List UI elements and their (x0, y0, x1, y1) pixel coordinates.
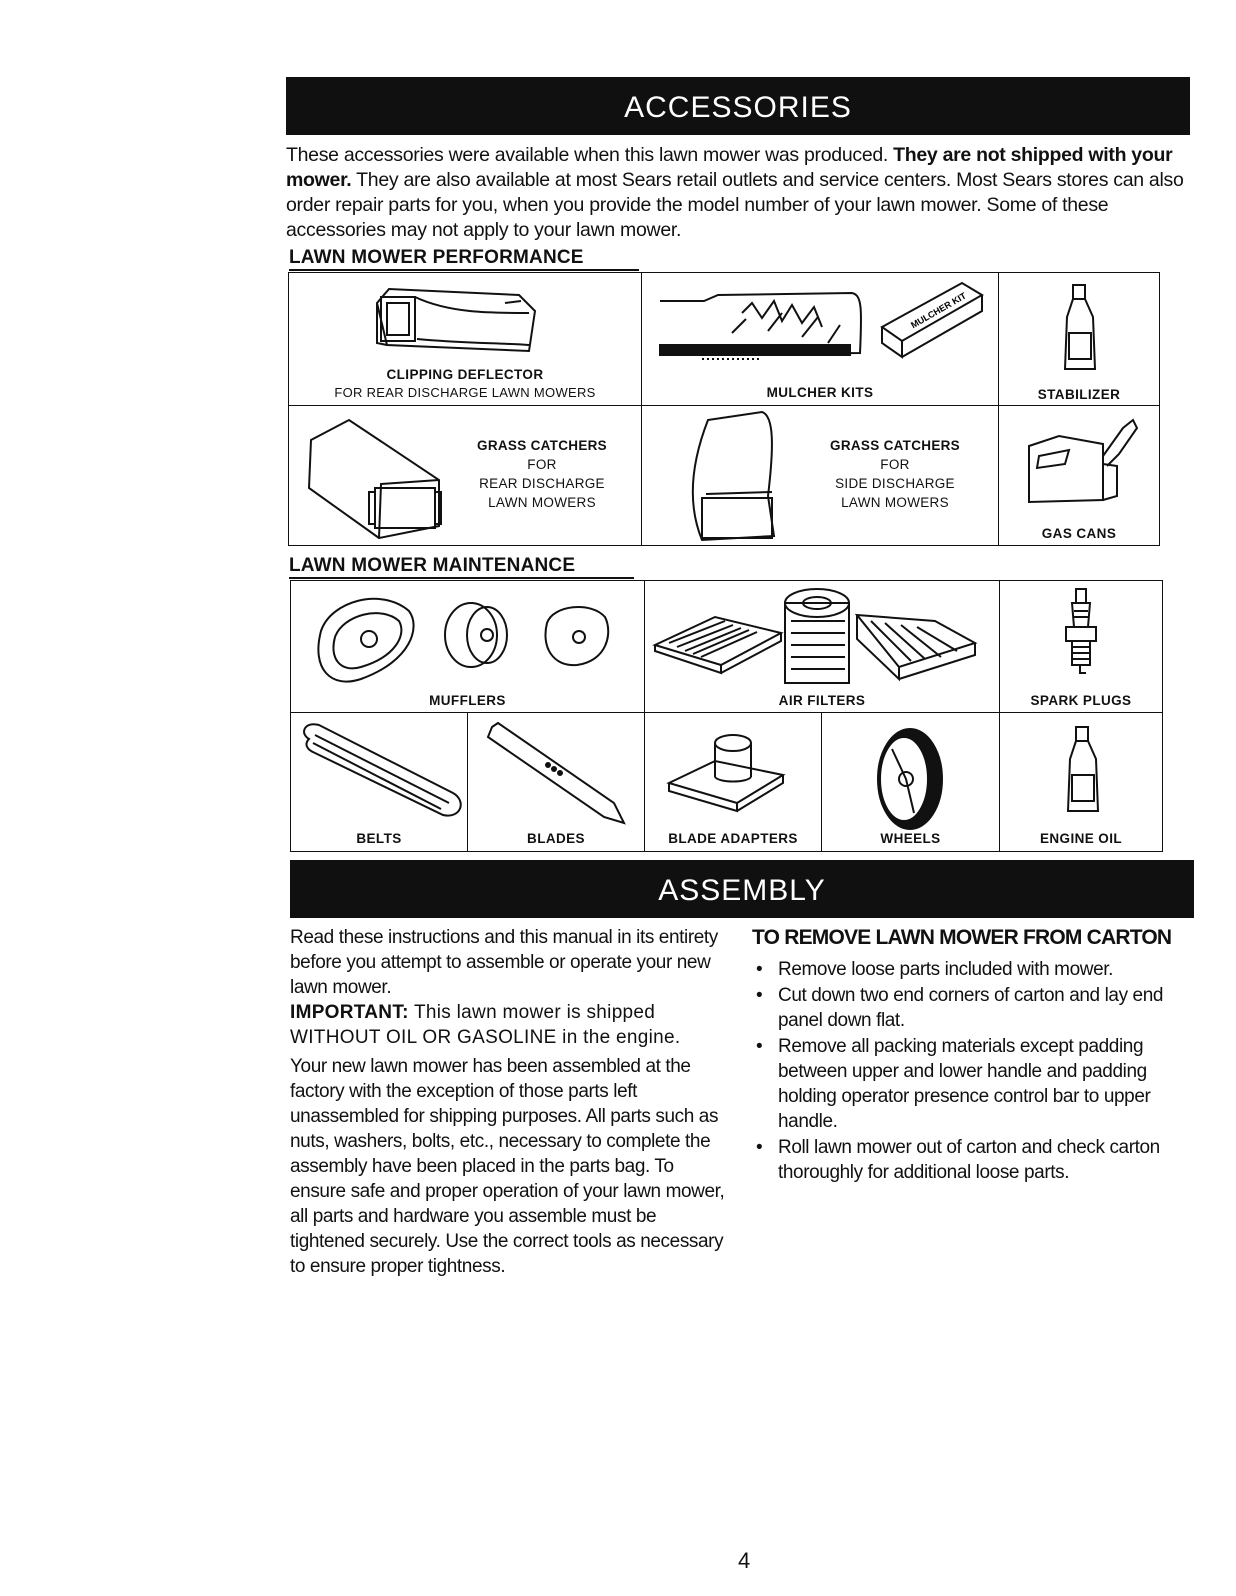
maintenance-heading: LAWN MOWER MAINTENANCE (289, 555, 634, 579)
assembly-left-column (290, 925, 730, 1279)
list-item: • Remove all packing materials except padding between upper and lower handle and padding holding operator presence control bar to upper handle. (752, 1034, 1202, 1134)
belts-cell (290, 712, 468, 852)
assembly-intro-paragraph: Read these instructions and this manual in its entirety before you attempt to assemble or operate your new lawn mower. (290, 927, 718, 998)
mulcher-box-label: MULCHER KIT (909, 290, 968, 331)
carton-heading: TO REMOVE LAWN MOWER FROM CARTON (752, 926, 1172, 949)
stabilizer-label: STABILIZER (1037, 387, 1121, 402)
engine-oil-cell (999, 712, 1163, 852)
gas-cans-cell (998, 405, 1160, 546)
blade-adapters-label: BLADE ADAPTERS (668, 831, 798, 846)
mulcher-kits-label: MULCHER KITS (766, 385, 874, 400)
page-number: 4 (738, 1548, 751, 1573)
wheels-cell (821, 712, 1000, 852)
air-filters-label: AIR FILTERS (778, 693, 866, 708)
grass-catcher-side-cell (641, 405, 999, 546)
blade-adapters-cell (644, 712, 822, 852)
assembly-important-note: IMPORTANT: This lawn mower is shipped WITHOUT OIL OR GASOLINE in the engine. (290, 1002, 681, 1048)
mufflers-label: MUFFLERS (429, 693, 506, 708)
spark-plugs-label: SPARK PLUGS (1030, 693, 1132, 708)
gas-cans-label: GAS CANS (1041, 526, 1117, 541)
clipping-deflector-sub: FOR REAR DISCHARGE LAWN MOWERS (334, 385, 596, 400)
assembly-factory-paragraph: Your new lawn mower has been assembled at the factory with the exception of those parts left unassembled for shipping purposes. All parts such as nuts, washers, bolts, etc., necessary to complete the assembly have been placed in the parts bag. To ensure safe and proper operation of your lawn mower, all parts and hardware you assemble must be tightened securely. Use the correct tools as necessary to ensure proper tightness. (290, 1056, 725, 1277)
clipping-deflector-label: CLIPPING DEFLECTOR (386, 367, 544, 382)
grass-catcher-side-text: GRASS CATCHERS FOR SIDE DISCHARGE LAWN MOWERS (830, 438, 960, 510)
assembly-banner: ASSEMBLY (290, 860, 1194, 918)
stabilizer-cell (998, 272, 1160, 406)
list-item: • Remove loose parts included with mower. (752, 957, 1202, 982)
engine-oil-label: ENGINE OIL (1039, 831, 1122, 846)
grass-catcher-rear-text: GRASS CATCHERS FOR REAR DISCHARGE LAWN MOWERS (477, 438, 607, 510)
mufflers-cell (290, 580, 645, 713)
accessories-banner: ACCESSORIES (286, 77, 1190, 135)
grass-catcher-rear-cell (288, 405, 642, 546)
blades-cell (467, 712, 645, 852)
carton-steps-list (752, 957, 1202, 1185)
belts-label: BELTS (356, 831, 402, 846)
accessories-intro: These accessories were available when this lawn mower was produced. They are not shipped with your mower. They are also available at most Sears retail outlets and service centers. Most Sears stores can also order repair parts for you, when you provide the model number of your lawn mower. Some of these accessories may not apply to your lawn mower. (286, 144, 1184, 241)
assembly-right-column (752, 925, 1202, 1186)
list-item: • Roll lawn mower out of carton and check carton thoroughly for additional loose parts. (752, 1135, 1202, 1185)
list-item: • Cut down two end corners of carton and lay end panel down flat. (752, 983, 1202, 1033)
clipping-deflector-cell (288, 272, 642, 406)
blades-label: BLADES (527, 831, 585, 846)
wheels-label: WHEELS (880, 831, 941, 846)
air-filters-cell (644, 580, 1000, 713)
performance-heading: LAWN MOWER PERFORMANCE (289, 247, 639, 271)
grass-catcher-rear-icon (289, 406, 469, 547)
mulcher-kits-cell (641, 272, 999, 406)
grass-catcher-side-icon (642, 406, 822, 547)
spark-plugs-cell (999, 580, 1163, 713)
